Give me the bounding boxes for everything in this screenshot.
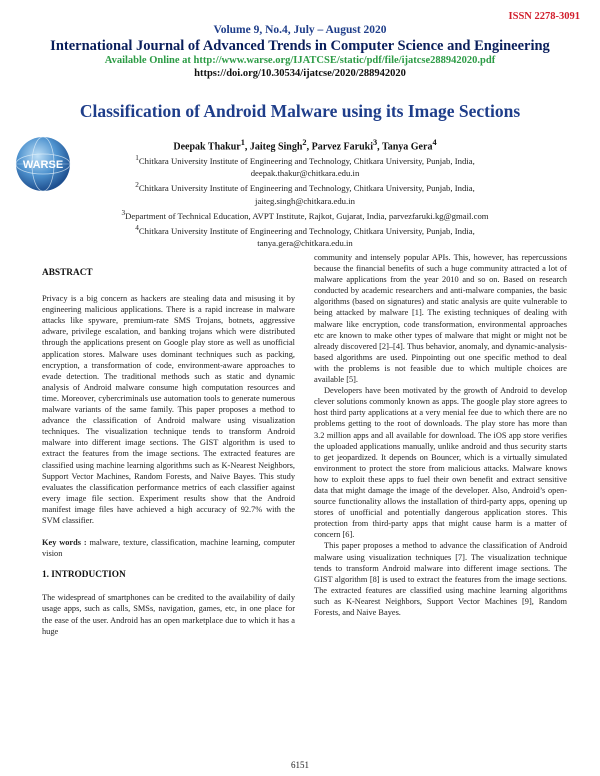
author-email: jaiteg.singh@chitkara.edu.in [255,195,355,206]
issn: ISSN 2278-3091 [508,11,580,22]
author: Tanya Gera [381,141,433,153]
author: Deepak Thakur [173,141,241,153]
affiliation: $^1$Chitkara University Institute of Engineering and Technology, Chitkara University, Punjab, India, [135,154,475,166]
available-online-link[interactable]: Available Online at http://www.warse.org/IJATCSE/static/pdf/file/ijatcse288942020.pdf [104,55,496,66]
abstract-text: Privacy is a big concern as hackers are stealing data and misusing it by engineering malicious applications. There is a rapid increase in malware attacks like spyware, premium-rate SMS Trojans, botnets, aggressive adware, privilege escalation, and banking trojans which were distributed through the applications present on Google play store as well as unofficial application stores. Malware uses dominant techniques such as packing, encryption, a transformation of code, environment-aware approaches to evade detection. The traditional methods such as static and dynamic analysis of Android malware consume high computation resources and time. Moreover, cybercriminals use automation tools to generate numerous malware variants of the same family. This paper proposes a method to advance the classification of Android malware using visualization techniques. The visualization technique tends to transform Android malware into different image sections. The GIST algorithm is used to extract the features from the image sections. The extracted features are classified using machine learning algorithms such as K-Nearest Neighbors, Support Vector Machines, Random Forests, and Naive Bayes. This study evaluates the classification performance metrics of each classifier against every image file section. Experiment results show that the Android manifest image files have achieved a high accuracy of 92.7% with the SVM classifier. [42,294,295,525]
abstract-heading: ABSTRACT [42,268,93,278]
warse-logo [14,135,72,193]
author-list: Deepak Thakur$^1$, Jaiteg Singh$^2$, Parvez Faruki$^3$, Tanya Gera$^4$ [173,138,437,153]
doi-link[interactable]: https://doi.org/10.30534/ijatcse/2020/288942020 [194,68,406,79]
left-column [42,268,295,637]
logo-text: WARSE [22,159,64,171]
author-email: tanya.gera@chitkara.edu.in [257,238,353,249]
volume-info: Volume 9, No.4, July – August 2020 [213,24,387,36]
introduction-heading: 1. INTRODUCTION [42,570,126,581]
journal-title: International Journal of Advanced Trends in Computer Science and Engineering [50,38,550,54]
keywords: Key words : malware, texture, classification, machine learning, computer vision [42,538,295,559]
intro-paragraph: The widespread of smartphones can be credited to the availability of daily usage apps, such as calls, SMSs, navigation, games, etc, in one place for the ease of the user. Android has an open marketplace due to which it has a huge [42,593,295,636]
page-number: 6151 [291,760,309,770]
author: Jaiteg Singh [249,141,303,153]
affiliation: $^4$Chitkara University Institute of Engineering and Technology, Chitkara University, Punjab, India, [135,224,475,237]
author-email: deepak.thakur@chitkara.edu.in [250,168,360,179]
paper-title: Classification of Android Malware using its Image Sections [79,101,521,121]
intro-paragraph: community and intensely popular APIs. This, however, has repercussions because the financial benefits of such a huge community attracted a lot of malware applications from the year 2010 and so on. Based on research conducted by academic researchers and anti-malware companies, the basic algorithms (based on signatures) and static analysis are quite vulnerable to being attacked by malware [1]. The existing techniques of dealing with malware like encryption, code transformation, environmental approaches etc are known to make other types of malware that might or might not be already discovered [2]–[4]. Thus behavior, anomaly, and dynamic-analysis-based algorithms are used. Pinpointing out one specific method to deal with the problems is not feasible due to which multiple choices are available [5]. [314,253,567,385]
affiliation: $^3$Department of Technical Education, AVPT Institute, Rajkot, Gujarat, India, parvezfaruki.kg@gmail.com [121,208,489,221]
author: Parvez Faruki [311,141,373,153]
intro-paragraph: Developers have been motivated by the growth of Android to develop clever solutions commonly known as apps. The google play store agrees to host third party applications at a very menial fee due to which there are no problems getting to the root of downloads. The play store has more than 3.2 million apps and all available for download. The iOS app store verifies the uploaded applications manually, unlike android and thus security starts to get jeopardized. It depends on Bouncer, which is a virtually simulated environment to protect the store from malicious attacks. Malware knows how to exploit these apps to fuel their own benefit and extract sensitive data that might damage the image of the developer. Also, Android’s open-source functionality allows the installation of third-party apps, opening up stores of unofficial and potentially dangerous application stores. This protection from third-party apps that might cause harm is a matter of concern [6]. [314,386,567,540]
intro-paragraph: This paper proposes a method to advance the classification of Android malware using visualization techniques [7]. The visualization technique tends to transform Android malware into different image sections. The GIST algorithm [8] is used to extract the features from the image sections. The extracted features are classified using machine learning algorithms such as K-Nearest Neighbors, Support Vector Machines [9], Random Forests, and Naive Bayes. [314,541,567,617]
affiliation: $^2$Chitkara University Institute of Engineering and Technology, Chitkara University, Punjab, India, [135,181,475,194]
right-column [314,252,567,618]
affiliations [70,152,540,250]
